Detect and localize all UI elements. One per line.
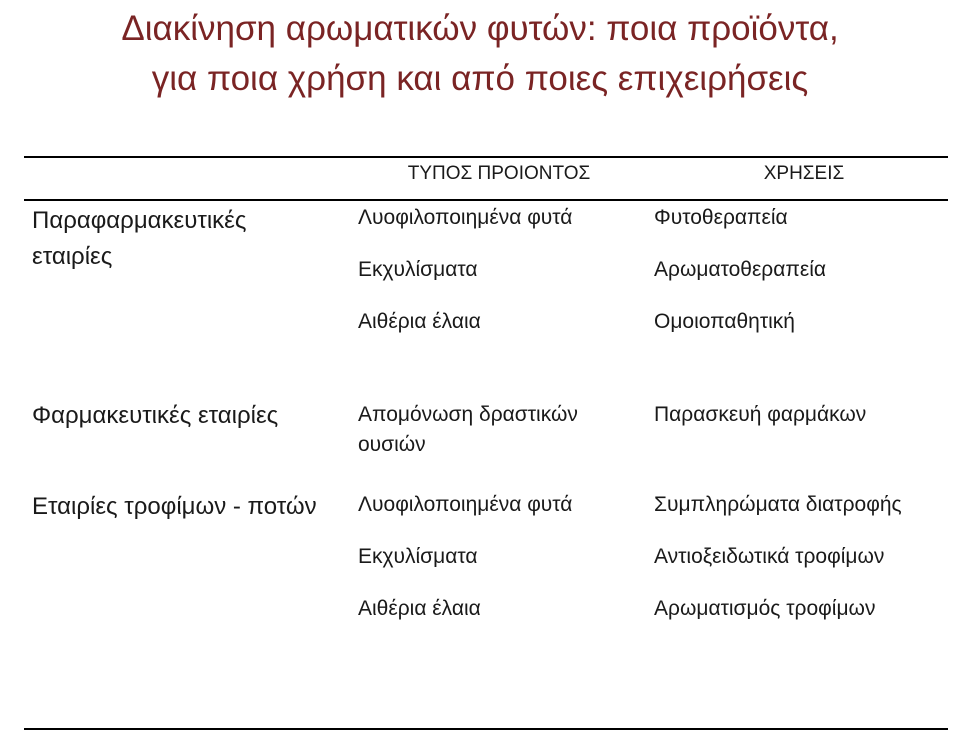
row-3-company: Εταιρίες τροφίμων - ποτών [32,493,317,520]
header-product-type: ΤΥΠΟΣ ΠΡΟΙΟΝΤΟΣ [407,163,591,184]
row-3-use-2: Αντιοξειδωτικά τροφίμων [654,545,885,568]
row-2-product-line-1: Απομόνωση δραστικών [358,403,578,426]
row-1-product-2: Εκχυλίσματα [358,258,478,281]
slide-title-line-1: Διακίνηση αρωματικών φυτών: ποια προϊόντα, [121,9,839,48]
row-3-product-3: Αιθέρια έλαια [358,597,481,620]
table-bottom-rule [24,728,948,730]
table-header-rule [24,199,948,201]
row-1-company-line-2: εταιρίες [32,243,113,270]
row-3-use-1: Συμπληρώματα διατροφής [654,493,902,516]
row-1-use-2: Αρωματοθεραπεία [654,258,827,281]
row-2-company: Φαρμακευτικές εταιρίες [32,402,279,429]
slide-title [0,4,960,104]
table-top-rule [24,156,948,158]
row-3-product-2: Εκχυλίσματα [358,545,478,568]
row-1-use-1: Φυτοθεραπεία [654,206,788,229]
row-2-product-line-2: ουσιών [358,433,426,456]
row-2-product [358,400,578,460]
row-2-use-1: Παρασκευή φαρμάκων [654,403,867,426]
row-1-company-line-1: Παραφαρμακευτικές [32,207,247,234]
row-1-use-3: Ομοιοπαθητική [654,310,795,333]
row-1-company [32,203,246,275]
row-1-product-1: Λυοφιλοποιημένα φυτά [358,206,573,229]
row-3-use-3: Αρωματισμός τροφίμων [654,597,876,620]
row-1-product-3: Αιθέρια έλαια [358,310,481,333]
slide-title-line-2: για ποια χρήση και από ποιες επιχειρήσεις [151,59,809,98]
row-3-product-1: Λυοφιλοποιημένα φυτά [358,493,573,516]
header-uses: ΧΡΗΣΕΙΣ [763,163,845,184]
